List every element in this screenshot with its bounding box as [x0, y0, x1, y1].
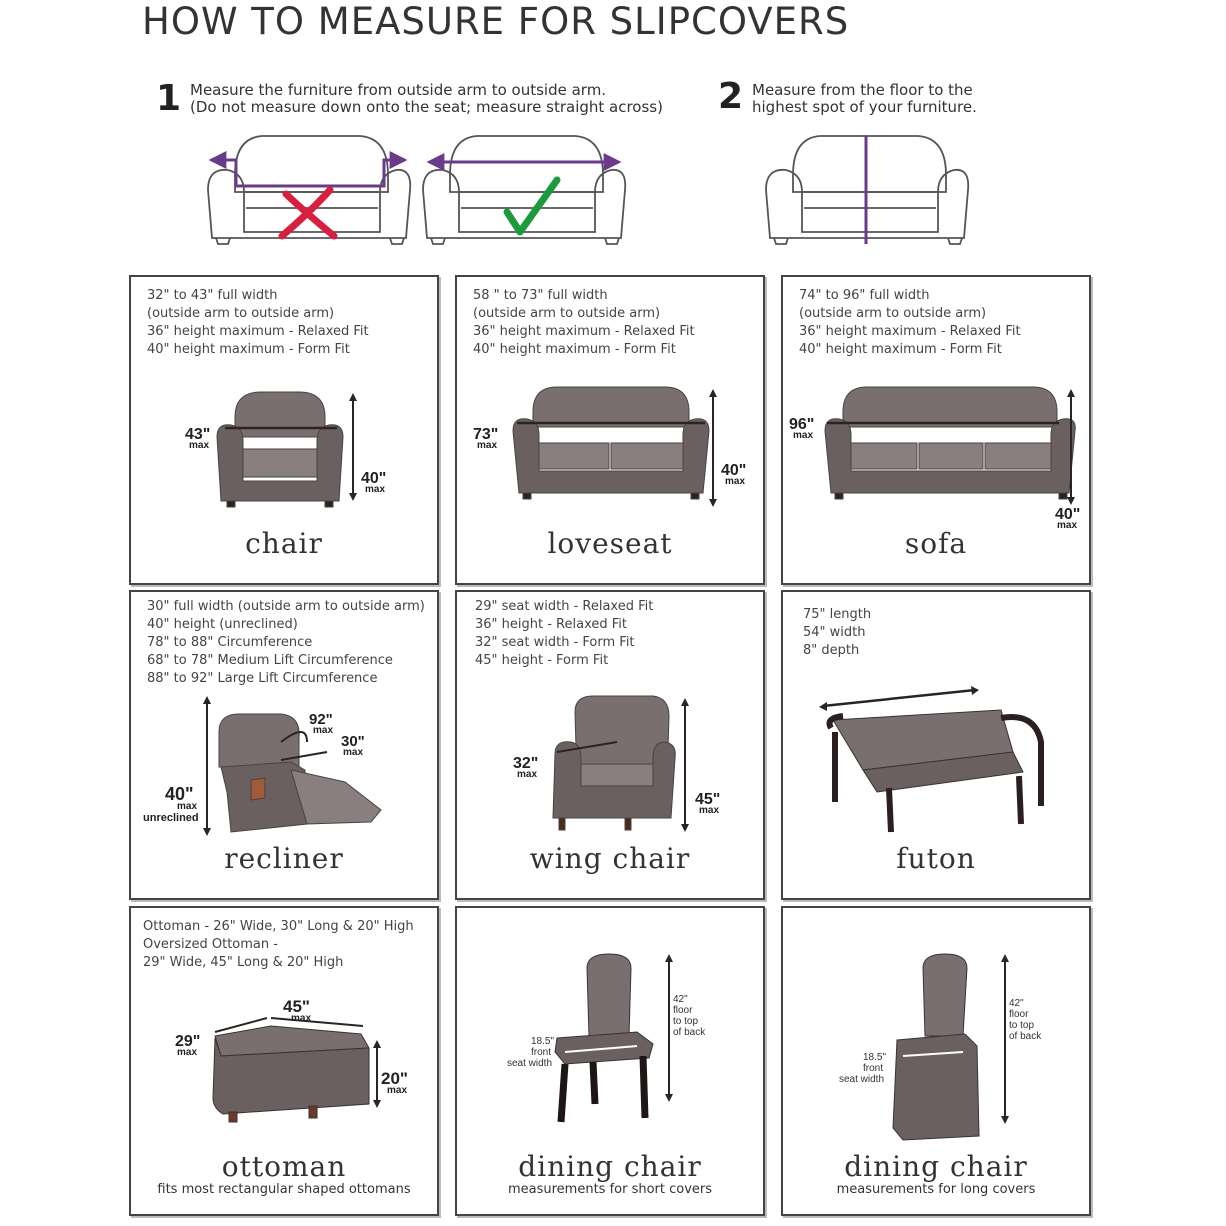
dining-long-seat-3: seat width: [839, 1074, 885, 1085]
ottoman-height-note: max: [387, 1085, 408, 1096]
wing-chair-height-note: max: [699, 805, 720, 816]
recliner-width-value: 30": [341, 733, 365, 750]
futon-spec-2: 54" width: [803, 625, 866, 640]
chair-spec-4: 40" height maximum - Form Fit: [147, 342, 350, 357]
dining-short-height-1: 42": [673, 994, 688, 1005]
recliner-spec-1: 30" full width (outside arm to outside arm): [147, 599, 425, 614]
loveseat-label: loveseat: [547, 527, 673, 560]
recliner-spec-2: 40" height (unreclined): [147, 617, 298, 632]
futon-spec-3: 8" depth: [803, 643, 860, 658]
wing-chair-spec-3: 32" seat width - Form Fit: [475, 635, 635, 650]
step-1-line-1: Measure the furniture from outside arm to outside arm.: [190, 81, 607, 99]
chair-spec-3: 36" height maximum - Relaxed Fit: [147, 324, 369, 339]
dining-long-seat-1: 18.5": [863, 1052, 887, 1063]
loveseat-spec-4: 40" height maximum - Form Fit: [473, 342, 676, 357]
wing-chair-label: wing chair: [529, 842, 691, 875]
ottoman-sub: fits most rectangular shaped ottomans: [157, 1182, 411, 1197]
panel-dining-chair-long: [781, 906, 1091, 1216]
sofa-spec-2: (outside arm to outside arm): [799, 306, 987, 321]
ottoman-spec-1: Ottoman - 26" Wide, 30" Long & 20" High: [143, 919, 414, 934]
panel-sofa: [781, 275, 1091, 585]
wrong-measure-line: [212, 160, 404, 186]
loveseat-width-note: max: [477, 440, 498, 451]
wrong-x-mark: [282, 190, 334, 236]
sofa-spec-1: 74" to 96" full width: [799, 288, 930, 303]
loveseat-spec-3: 36" height maximum - Relaxed Fit: [473, 324, 695, 339]
measurement-guide-illustrations: [0, 120, 1226, 255]
ottoman-length-note: max: [291, 1013, 312, 1024]
dining-short-seat-3: seat width: [507, 1058, 553, 1069]
chair-label: chair: [245, 527, 323, 560]
sofa-label: sofa: [904, 527, 968, 560]
sofa-height-value: 40": [1055, 506, 1081, 523]
chair-width-note: max: [189, 440, 210, 451]
recliner-circ-value: 92": [309, 711, 333, 728]
loveseat-height-value: 40": [721, 462, 747, 479]
dining-chair-long-label: dining chair: [844, 1150, 1028, 1183]
wing-chair-height-value: 45": [695, 791, 721, 808]
panel-loveseat: [455, 275, 765, 585]
step-1-line-2: (Do not measure down onto the seat; measure straight across): [190, 98, 663, 116]
recliner-label: recliner: [224, 842, 344, 875]
step-1-text: [190, 82, 663, 116]
recliner-spec-5: 88" to 92" Large Lift Circumference: [147, 671, 378, 686]
wing-chair-width-note: max: [517, 769, 538, 780]
dining-short-height-4: of back: [673, 1027, 706, 1038]
ottoman-height-value: 20": [381, 1069, 408, 1088]
ottoman-width-value: 29": [175, 1033, 201, 1050]
dining-long-height-3: to top: [1009, 1020, 1035, 1031]
dining-long-height-4: of back: [1009, 1031, 1042, 1042]
panel-futon: [781, 590, 1091, 900]
step-1-number: 1: [156, 78, 182, 119]
panel-dining-chair-short: [455, 906, 765, 1216]
dining-short-seat-1: 18.5": [531, 1036, 555, 1047]
loveseat-spec-2: (outside arm to outside arm): [473, 306, 661, 321]
step-2-line-1: Measure from the floor to the: [752, 81, 973, 99]
dining-short-height-3: to top: [673, 1016, 699, 1027]
wing-chair-spec-4: 45" height - Form Fit: [475, 653, 609, 668]
dining-chair-short-label: dining chair: [518, 1150, 702, 1183]
recliner-height-value: 40": [165, 784, 194, 804]
ottoman-spec-2: Oversized Ottoman -: [143, 937, 278, 952]
step-2-text: [752, 82, 977, 116]
futon-label: futon: [896, 842, 976, 875]
dining-long-height-1: 42": [1009, 998, 1024, 1009]
ottoman-label: ottoman: [221, 1150, 347, 1183]
recliner-width-note: max: [343, 747, 364, 758]
chair-spec-2: (outside arm to outside arm): [147, 306, 335, 321]
dining-chair-long-sub: measurements for long covers: [836, 1182, 1036, 1197]
sofa-height-note: max: [1057, 520, 1078, 531]
wing-chair-spec-2: 36" height - Relaxed Fit: [475, 617, 627, 632]
step-2-number: 2: [718, 76, 744, 117]
futon-spec-1: 75" length: [803, 607, 872, 622]
dining-short-height-2: floor: [673, 1005, 693, 1016]
loveseat-spec-1: 58 " to 73" full width: [473, 288, 608, 303]
loveseat-width-value: 73": [473, 426, 499, 443]
recliner-spec-4: 68" to 78" Medium Lift Circumference: [147, 653, 393, 668]
step-2-line-2: highest spot of your furniture.: [752, 98, 977, 116]
ottoman-width-note: max: [177, 1047, 198, 1058]
wing-chair-spec-1: 29" seat width - Relaxed Fit: [475, 599, 654, 614]
recliner-height-note: max: [177, 801, 198, 812]
recliner-circ-note: max: [313, 725, 334, 736]
chair-spec-1: 32" to 43" full width: [147, 288, 278, 303]
sofa-outline-wrong: [208, 136, 410, 244]
panel-ottoman: [129, 906, 439, 1216]
ottoman-spec-3: 29" Wide, 45" Long & 20" High: [143, 955, 344, 970]
panel-recliner: [129, 590, 439, 900]
panel-chair: [129, 275, 439, 585]
chair-width-value: 43": [185, 426, 211, 443]
chair-height-note: max: [365, 484, 386, 495]
wing-chair-width-value: 32": [513, 755, 539, 772]
dining-short-seat-2: front: [531, 1047, 552, 1058]
dining-long-seat-2: front: [863, 1063, 884, 1074]
panel-wing-chair: [455, 590, 765, 900]
sofa-spec-3: 36" height maximum - Relaxed Fit: [799, 324, 1021, 339]
right-check-mark: [507, 180, 557, 232]
ottoman-length-value: 45": [283, 997, 310, 1016]
page-title: HOW TO MEASURE FOR SLIPCOVERS: [142, 0, 850, 43]
chair-height-value: 40": [361, 470, 387, 487]
sofa-spec-4: 40" height maximum - Form Fit: [799, 342, 1002, 357]
recliner-height-note-2: unreclined: [143, 812, 199, 824]
recliner-spec-3: 78" to 88" Circumference: [147, 635, 313, 650]
dining-long-height-2: floor: [1009, 1009, 1029, 1020]
dining-chair-short-sub: measurements for short covers: [507, 1182, 713, 1197]
loveseat-height-note: max: [725, 476, 746, 487]
sofa-width-value: 96": [789, 416, 815, 433]
sofa-width-note: max: [793, 430, 814, 441]
